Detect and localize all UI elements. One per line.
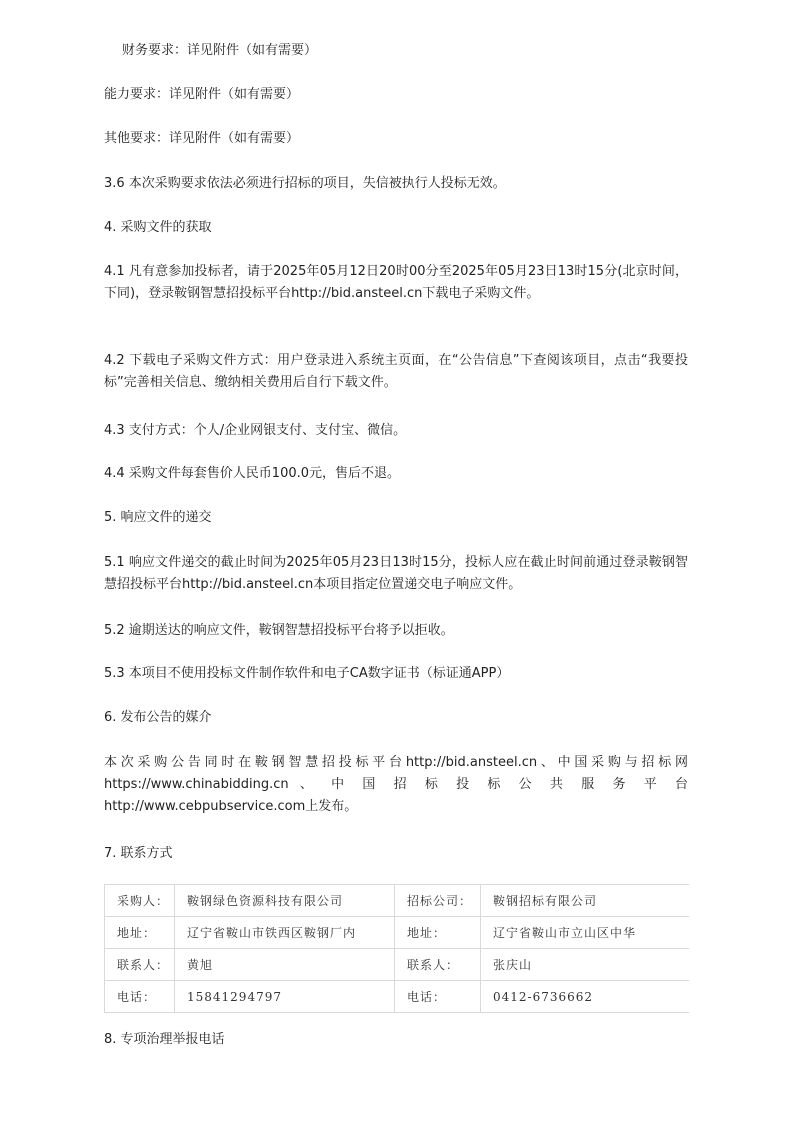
finance-requirement: 财务要求：详见附件（如有需要）	[122, 43, 318, 58]
section-7-heading: 7. 联系方式	[104, 846, 173, 861]
contact-table	[104, 884, 689, 1013]
table-row	[105, 917, 690, 949]
agency-value: 鞍钢招标有限公司	[481, 885, 690, 917]
media-paragraph: 本次采购公告同时在鞍钢智慧招投标平台http://bid.ansteel.cn、中国采购与招标网https://www.chinabidding.cn 、 中 国 招 标 投 标 公 共 服 务 平 台http://www.cebpubservice.com上发布。	[104, 755, 688, 814]
agency-address-label: 地址：	[395, 917, 481, 949]
clause-5-3: 5.3 本项目不使用投标文件制作软件和电子CA数字证书（标证通APP）	[104, 666, 510, 681]
agency-contact-value: 张庆山	[481, 949, 690, 981]
agency-phone-label: 电话：	[395, 981, 481, 1013]
clause-4-3: 4.3 支付方式：个人/企业网银支付、支付宝、微信。	[104, 423, 407, 438]
clause-4-4: 4.4 采购文件每套售价人民币100.0元，售后不退。	[104, 466, 401, 481]
section-8-heading: 8. 专项治理举报电话	[104, 1032, 225, 1047]
clause-4-1: 4.1 凡有意参加投标者，请于2025年05月12日20时00分至2025年05月23日13时15分(北京时间，下同)，登录鞍钢智慧招投标平台http://bid.ansteel.cn下载电子采购文件。	[104, 264, 688, 301]
purchaser-address-label: 地址：	[105, 917, 175, 949]
clause-4-2: 4.2 下载电子采购文件方式：用户登录进入系统主页面，在“公告信息”下查阅该项目，点击“我要投标”完善相关信息、缴纳相关费用后自行下载文件。	[104, 353, 688, 390]
other-requirement: 其他要求：详见附件（如有需要）	[104, 131, 300, 146]
agency-phone-value: 0412-6736662	[481, 981, 690, 1013]
section-6-heading: 6. 发布公告的媒介	[104, 710, 212, 725]
purchaser-contact-value: 黄旭	[175, 949, 395, 981]
purchaser-phone-label: 电话：	[105, 981, 175, 1013]
purchaser-value: 鞍钢绿色资源科技有限公司	[175, 885, 395, 917]
capability-requirement: 能力要求：详见附件（如有需要）	[104, 87, 300, 102]
clause-5-2: 5.2 逾期送达的响应文件，鞍钢智慧招投标平台将予以拒收。	[104, 623, 454, 638]
contact-table-viewport	[104, 884, 689, 1018]
section-5-heading: 5. 响应文件的递交	[104, 510, 212, 525]
table-row	[105, 981, 690, 1013]
purchaser-phone-value: 15841294797	[175, 981, 395, 1013]
section-4-heading: 4. 采购文件的获取	[104, 220, 212, 235]
clause-5-1: 5.1 响应文件递交的截止时间为2025年05月23日13时15分，投标人应在截止时间前通过登录鞍钢智慧招投标平台http://bid.ansteel.cn本项目指定位置递交电子响应文件。	[104, 555, 688, 592]
purchaser-label: 采购人：	[105, 885, 175, 917]
agency-label: 招标公司：	[395, 885, 481, 917]
clause-3-6: 3.6 本次采购要求依法必须进行招标的项目，失信被执行人投标无效。	[104, 176, 506, 191]
purchaser-contact-label: 联系人：	[105, 949, 175, 981]
table-row	[105, 949, 690, 981]
purchaser-address-value: 辽宁省鞍山市铁西区鞍钢厂内	[175, 917, 395, 949]
agency-contact-label: 联系人：	[395, 949, 481, 981]
table-row	[105, 885, 690, 917]
agency-address-value: 辽宁省鞍山市立山区中华	[481, 917, 690, 949]
